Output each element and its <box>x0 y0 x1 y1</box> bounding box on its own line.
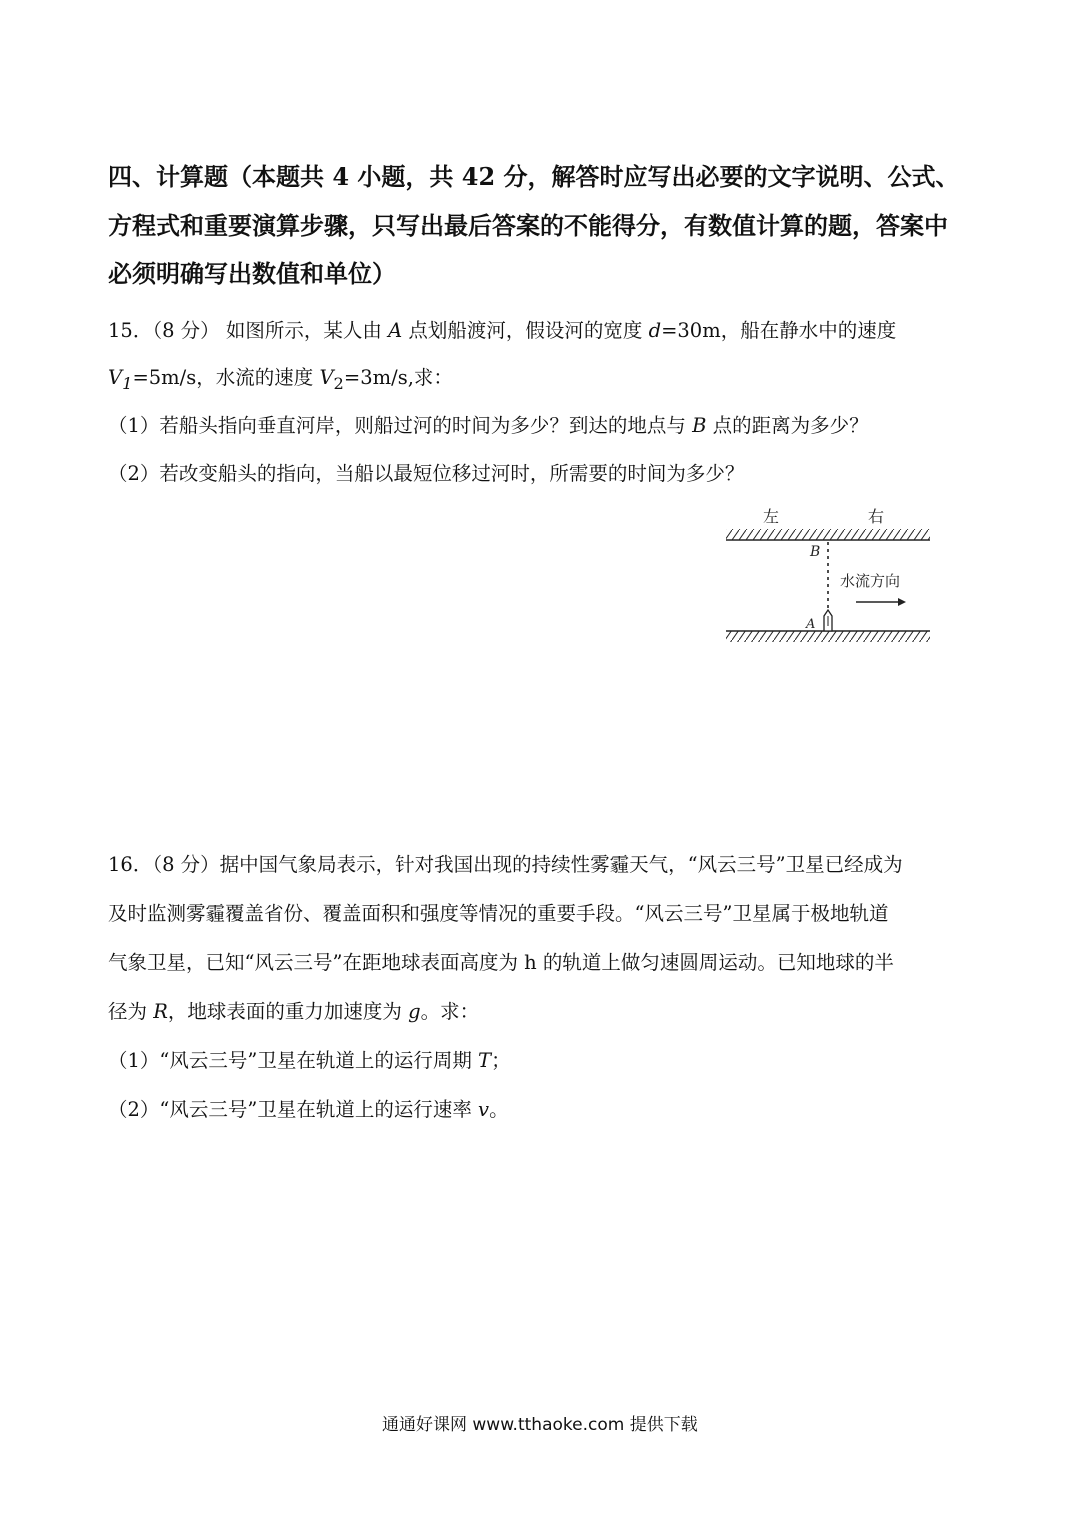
flow-arrow-head <box>898 598 906 606</box>
section-heading-line-1: 四、计算题（本题共 4 小题，共 42 分，解答时应写出必要的文字说明、公式、 <box>108 162 960 191</box>
q16-part-1: （1）“风云三号”卫星在轨道上的运行周期 T； <box>108 1049 511 1072</box>
q15-part-1: （1）若船头指向垂直河岸，则船过河的时间为多少？到达的地点与 B 点的距离为多少？ <box>108 414 869 437</box>
q15-line-2: $V_1=5m/s$，水流的速度 $V_2=3m/s$,求： <box>108 366 453 393</box>
q16-line-4: 径为 R，地球表面的重力加速度为 g。求： <box>108 1000 480 1023</box>
flow-direction-label: 水流方向 <box>840 572 901 590</box>
top-bank-hatching <box>726 529 930 540</box>
footer-credit: 通通好课网 www.tthaoke.com 提供下载 <box>382 1415 698 1435</box>
q16-line-2: 及时监测雾霾覆盖省份、覆盖面积和强度等情况的重要手段。“风云三号”卫星属于极地轨道 <box>108 902 889 925</box>
q16-line-1: 16．（8 分）据中国气象局表示，针对我国出现的持续性雾霾天气，“风云三号”卫星已经成为 <box>108 853 903 876</box>
river-crossing-diagram <box>718 500 938 650</box>
section-heading-line-3: 必须明确写出数值和单位） <box>108 259 396 288</box>
q16-line-3: 气象卫星，已知“风云三号”在距地球表面高度为 h 的轨道上做匀速圆周运动。已知地球的半 <box>108 951 894 974</box>
bottom-bank-hatching <box>726 631 930 642</box>
q15-part-2: （2）若改变船头的指向，当船以最短位移过河时，所需要的时间为多少？ <box>108 462 745 485</box>
point-a-label: A <box>806 617 816 632</box>
right-bank-label: 右 <box>868 507 885 526</box>
point-b-label: B <box>810 544 821 560</box>
left-bank-label: 左 <box>763 507 780 526</box>
section-heading-line-2: 方程式和重要演算步骤，只写出最后答案的不能得分，有数值计算的题，答案中 <box>108 211 948 240</box>
q16-part-2: （2）“风云三号”卫星在轨道上的运行速率 v。 <box>108 1098 509 1121</box>
q15-line-1: 15．（8 分） 如图所示，某人由 A 点划船渡河，假设河的宽度 d=30m，船在静水中的速度 <box>108 319 897 342</box>
